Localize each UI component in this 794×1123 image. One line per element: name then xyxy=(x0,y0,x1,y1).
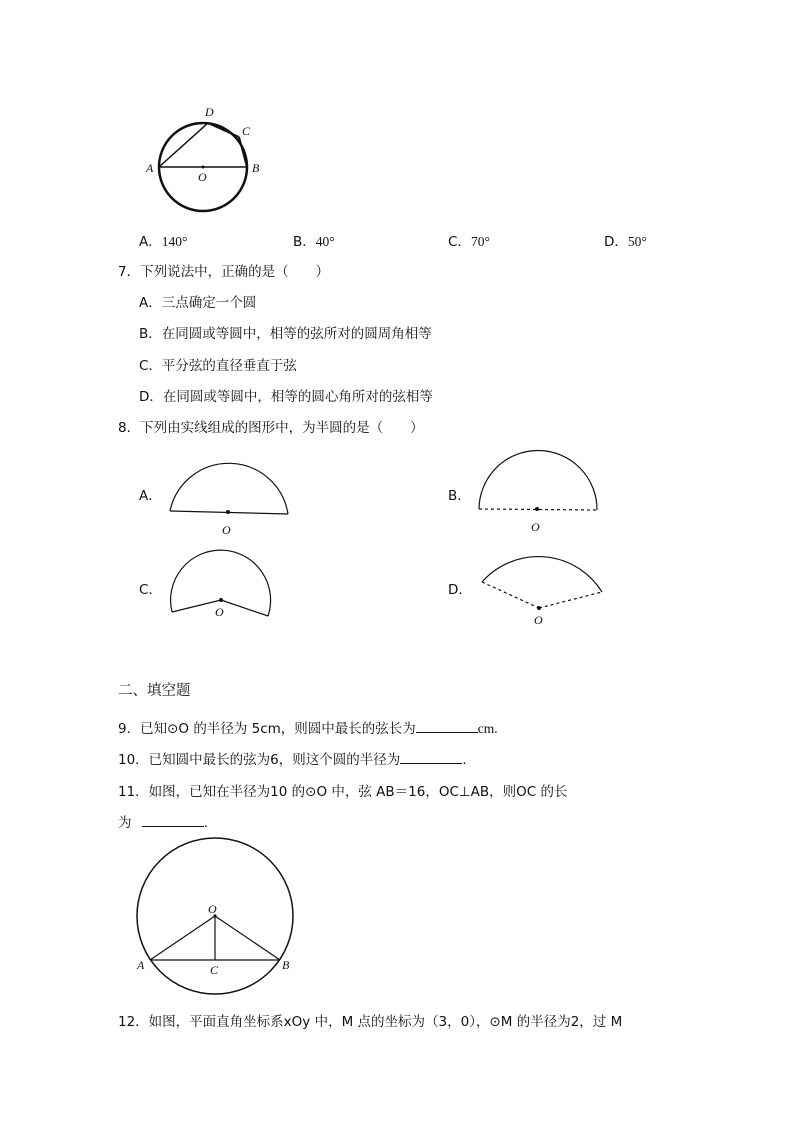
label-A: A xyxy=(146,161,154,175)
q11-line2: 为 . xyxy=(118,811,208,831)
q8a-center-label: O xyxy=(222,523,231,537)
q7-option-a: A．三点确定一个圆 xyxy=(139,295,257,311)
q8-figure-a xyxy=(160,448,300,540)
q8-figure-b xyxy=(470,446,610,538)
q8-option-d-label: D． xyxy=(448,582,472,598)
q8-option-c-label: C． xyxy=(139,582,162,598)
q8-stem: 8．下列由实线组成的图形中，为半圆的是（ ） xyxy=(118,420,424,436)
label-C: C xyxy=(242,124,251,138)
q12: 12．如图，平面直角坐标系xOy 中，M 点的坐标为（3，0），⊙M 的半径为2，过 M xyxy=(118,1014,623,1030)
q7-option-c: C．平分弦的直径垂直于弦 xyxy=(139,358,297,374)
label-D: D xyxy=(205,105,214,119)
q7-option-d: D．在同圆或等圆中，相等的圆心角所对的弦相等 xyxy=(139,389,433,405)
q6-option-d: D．50° xyxy=(604,234,647,250)
q10: 10．已知圆中最长的弦为6，则这个圆的半径为 . xyxy=(118,748,467,768)
q8-option-a-label: A． xyxy=(139,488,162,504)
q6-option-a: A．140° xyxy=(139,234,188,250)
label-B: B xyxy=(252,161,260,175)
q10-answer-blank[interactable] xyxy=(400,749,462,764)
q8b-center-label: O xyxy=(531,520,540,534)
q11-label-O: O xyxy=(208,902,217,916)
q6-option-c: C．70° xyxy=(448,234,490,250)
q8c-center-label: O xyxy=(215,605,224,619)
q11-label-A: A xyxy=(137,958,145,972)
q6-option-b: B．40° xyxy=(293,234,335,250)
q11-answer-blank[interactable] xyxy=(142,812,204,827)
q11-circle-figure xyxy=(130,834,305,999)
section-title: 二、填空题 xyxy=(118,683,191,699)
label-O: O xyxy=(198,170,207,184)
q7-option-b: B．在同圆或等圆中，相等的弦所对的圆周角相等 xyxy=(139,326,432,342)
q11-label-B: B xyxy=(282,958,290,972)
q7-stem: 7．下列说法中，正确的是（ ） xyxy=(118,264,330,280)
q8-figure-d xyxy=(472,538,612,630)
q11-label-C: C xyxy=(210,963,219,977)
q9: 9．已知⊙O 的半径为 5cm，则圆中最长的弦长为 cm. xyxy=(118,717,498,737)
q6-circle-figure xyxy=(135,100,275,220)
q8d-center-label: O xyxy=(534,613,543,627)
q8-figure-c xyxy=(160,540,290,622)
q11-line1: 11．如图，已知在半径为10 的⊙O 中，弦 AB＝16，OC⊥AB，则OC 的长 xyxy=(118,784,568,800)
q8-option-b-label: B． xyxy=(448,488,471,504)
q9-answer-blank[interactable] xyxy=(416,718,478,733)
